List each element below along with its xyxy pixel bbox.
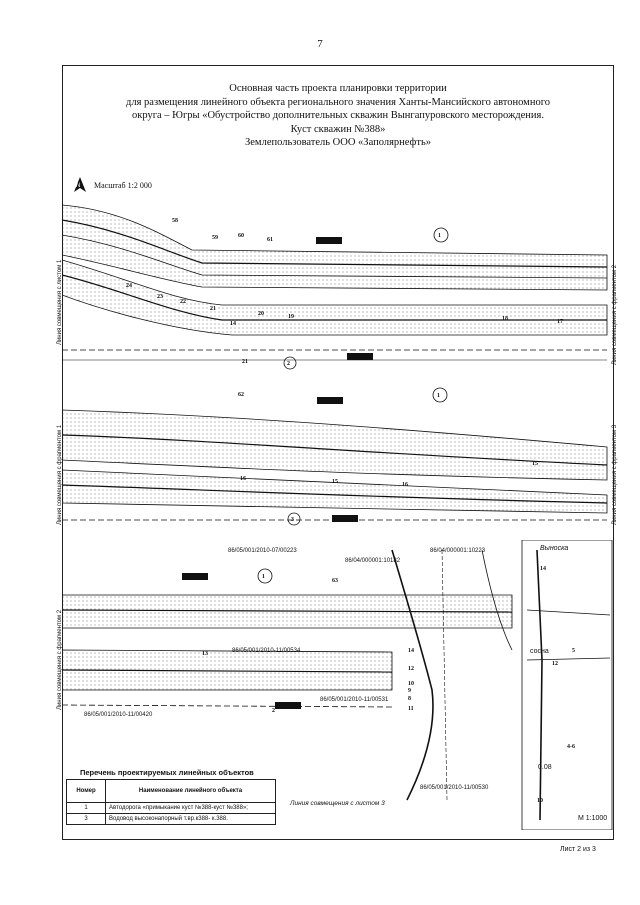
legend-table: [66, 779, 276, 825]
svg-text:16: 16: [240, 476, 246, 482]
legend-row-number: 1: [67, 803, 106, 814]
match-line-right-1: Линия совмещения с фрагментом 2: [612, 264, 618, 365]
svg-text:24: 24: [126, 283, 132, 289]
svg-text:21: 21: [242, 359, 248, 365]
title-line-3: округа – Югры «Обустройство дополнительных скважин Вынгапуровского месторождения.: [131, 110, 544, 121]
svg-text:11: 11: [408, 706, 414, 712]
legend-row-name: Автодорога «примыкание куст №388-куст №388»;: [106, 803, 276, 814]
svg-text:61: 61: [267, 237, 273, 243]
north-arrow-icon: [72, 176, 92, 194]
svg-text:21: 21: [210, 306, 216, 312]
title-line-2: для размещения линейного объекта регионального значения Ханты-Мансийского автономного: [126, 96, 550, 108]
title-line-1: Основная часть проекта планировки территории: [229, 83, 447, 94]
legend-row: [67, 803, 276, 814]
title-line-4: Куст скважин №388»: [290, 123, 386, 135]
legend-row: [67, 814, 276, 825]
svg-text:2: 2: [272, 708, 275, 714]
legend-header-row: [67, 780, 276, 803]
svg-text:60: 60: [238, 233, 244, 239]
svg-text:14: 14: [408, 648, 414, 654]
svg-text:8: 8: [408, 696, 411, 702]
inset-title: Выноска: [540, 545, 569, 552]
plan-fragment-2: [62, 385, 614, 535]
cadastral-label: 86/04/000001:10182: [345, 558, 401, 564]
scale-label: Масштаб 1:2 000: [94, 181, 152, 190]
svg-text:18: 18: [502, 316, 508, 322]
cadastral-label: 86/05/001/2010-11/00420: [84, 712, 153, 718]
title-line-5: Землепользователь ООО «Заполярнефть»: [245, 137, 431, 148]
cadastral-label: 86/05/001/2010-11/00530: [420, 785, 489, 791]
svg-text:1: 1: [262, 574, 265, 580]
svg-text:17: 17: [557, 319, 563, 325]
cadastral-label: 86/05/001/2010-11/00534: [232, 648, 301, 654]
svg-text:19: 19: [288, 314, 294, 320]
legend-header-name: Наименование линейного объекта: [106, 780, 276, 803]
match-line-left-3: Линия совмещения с фрагментом 2: [57, 609, 63, 710]
cadastral-label: 86/05/001/2010-11/00531: [320, 697, 389, 703]
match-line-left-1: Линия совмещения с листом 1: [57, 259, 63, 345]
svg-text:23: 23: [157, 294, 163, 300]
svg-text:16: 16: [402, 482, 408, 488]
legend-header-number: Номер: [67, 780, 106, 803]
svg-text:9: 9: [408, 688, 411, 694]
plan-fragment-1: [62, 195, 614, 380]
svg-text:14: 14: [540, 566, 546, 572]
cadastral-label: 86/05/001/2010-07/00223: [228, 548, 297, 554]
cadastral-label: 86/04/000001:10223: [430, 548, 486, 554]
svg-text:62: 62: [238, 392, 244, 398]
svg-text:10: 10: [537, 798, 543, 804]
legend-row-number: 3: [67, 814, 106, 825]
legend-row-name: Водовод высоконапорный т.вр.к388- к.388.: [106, 814, 276, 825]
svg-text:14: 14: [230, 321, 236, 327]
svg-text:1: 1: [437, 393, 440, 399]
legend-title: Перечень проектируемых линейных объектов: [80, 768, 254, 777]
svg-text:2: 2: [287, 361, 290, 367]
svg-text:4-6: 4-6: [567, 744, 575, 750]
svg-text:10: 10: [408, 681, 414, 687]
svg-text:13: 13: [202, 651, 208, 657]
inset-label: сосна: [530, 648, 549, 655]
svg-text:15: 15: [532, 461, 538, 467]
inset-scale: М 1:1000: [578, 815, 608, 822]
svg-text:58: 58: [172, 218, 178, 224]
svg-text:1: 1: [438, 233, 441, 239]
match-line-right-2: Линия совмещения с фрагментом 3: [612, 424, 618, 525]
page-number: 7: [317, 38, 323, 50]
svg-text:59: 59: [212, 235, 218, 241]
svg-text:15: 15: [332, 479, 338, 485]
svg-text:12: 12: [408, 666, 414, 672]
match-line-left-2: Линия совмещения с фрагментом 1: [57, 424, 63, 525]
svg-text:63: 63: [332, 578, 338, 584]
svg-text:20: 20: [258, 311, 264, 317]
sheet-number: Лист 2 из 3: [560, 846, 596, 853]
svg-text:22: 22: [180, 299, 186, 305]
svg-text:12: 12: [552, 661, 558, 667]
svg-text:N: N: [76, 183, 81, 189]
svg-text:5: 5: [572, 648, 575, 654]
document-title: [62, 82, 614, 150]
svg-text:3: 3: [291, 517, 294, 523]
match-line-bottom: Линия совмещения с листом 3: [290, 800, 385, 807]
inset-value: 0.08: [538, 764, 552, 771]
